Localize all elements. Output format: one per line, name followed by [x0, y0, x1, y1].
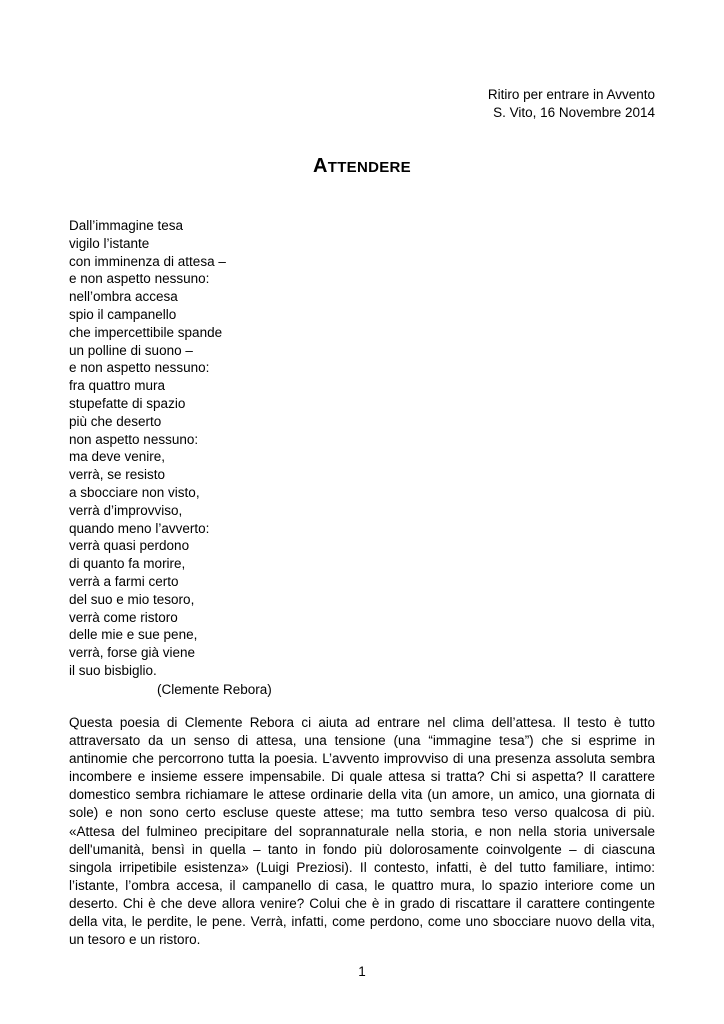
poem-line: verrà a farmi certo — [69, 573, 179, 589]
commentary-paragraph: Questa poesia di Clemente Rebora ci aiuta ad entrare nel clima dell’attesa. Il testo è tutto attraversato da un senso di attesa, una tensione (una “immagine tesa”) che si esprime in antinomie che percorrono tutta la poesia. L’avvento improvviso di una presenza assoluta sembra incombere e insieme essere impensabile. Di quale attesa si tratta? Chi si aspetta? Il carattere domestico sembra richiamare le attese ordinarie della vita (un amore, un amico, una giornata di sole) e non sono certo escluse queste attese; ma tutto sembra teso verso qualcosa di più. «Attesa del fulmineo precipitare del soprannaturale nella storia, e non nella storia universale dell'umanità, bensì in quella – tanto in fondo più dolorosamente coinvolgente – di ciascuna singola irripetibile esistenza» (Luigi Preziosi). Il contesto, infatti, è del tutto familiare, intimo: l’istante, l’ombra accesa, il campanello di casa, le quattro mura, lo spazio interiore come un deserto. Chi è che deve allora venire? Colui che è in grado di riscattare il carattere contingente della vita, le perdite, le pene. Verrà, infatti, come perdono, come uno sbocciare nuovo della vita, un tesoro e un ristoro. — [69, 715, 655, 948]
poem-line: che impercettibile spande — [69, 324, 223, 340]
poem-line: con imminenza di attesa – — [69, 253, 226, 269]
poem-line: nell’ombra accesa — [69, 289, 178, 305]
poem-line: di quanto fa morire, — [69, 556, 186, 572]
poem-line: più che deserto — [69, 413, 162, 429]
poem-line: il suo bisbiglio. — [69, 662, 157, 678]
poem-line: verrà come ristoro — [69, 609, 178, 625]
poem-line: delle mie e sue pene, — [69, 627, 198, 643]
poem-line: spio il campanello — [69, 306, 177, 322]
poem-line: quando meno l’avverto: — [69, 520, 210, 536]
poem-line: verrà quasi perdono — [69, 538, 190, 554]
poem-line: vigilo l’istante — [69, 235, 150, 251]
poem-line: ma deve venire, — [69, 449, 166, 465]
poem-line: a sbocciare non visto, — [69, 484, 200, 500]
poem — [69, 217, 226, 680]
poem-line: verrà, se resisto — [69, 467, 166, 483]
poem-line: verrà, forse già viene — [69, 645, 196, 661]
retreat-title: Ritiro per entrare in Avvento — [487, 87, 655, 102]
poem-line: un polline di suono – — [69, 342, 193, 358]
poem-line: e non aspetto nessuno: — [69, 271, 210, 287]
page-title — [0, 155, 724, 178]
header-block — [488, 86, 655, 122]
poem-line: fra quattro mura — [69, 378, 166, 394]
title-rest: TTENDERE — [327, 159, 411, 176]
poem-line: del suo e mio tesoro, — [69, 591, 195, 607]
page-number: 1 — [358, 964, 366, 979]
poem-line: Dall’immagine tesa — [69, 218, 184, 233]
poem-line: non aspetto nessuno: — [69, 431, 199, 447]
poem-line: verrà d’improvviso, — [69, 502, 183, 518]
place-date: S. Vito, 16 Novembre 2014 — [493, 105, 655, 120]
title-initial: A — [313, 155, 328, 177]
poem-author: (Clemente Rebora) — [157, 682, 272, 697]
poem-line: stupefatte di spazio — [69, 395, 186, 411]
poem-line: e non aspetto nessuno: — [69, 360, 210, 376]
